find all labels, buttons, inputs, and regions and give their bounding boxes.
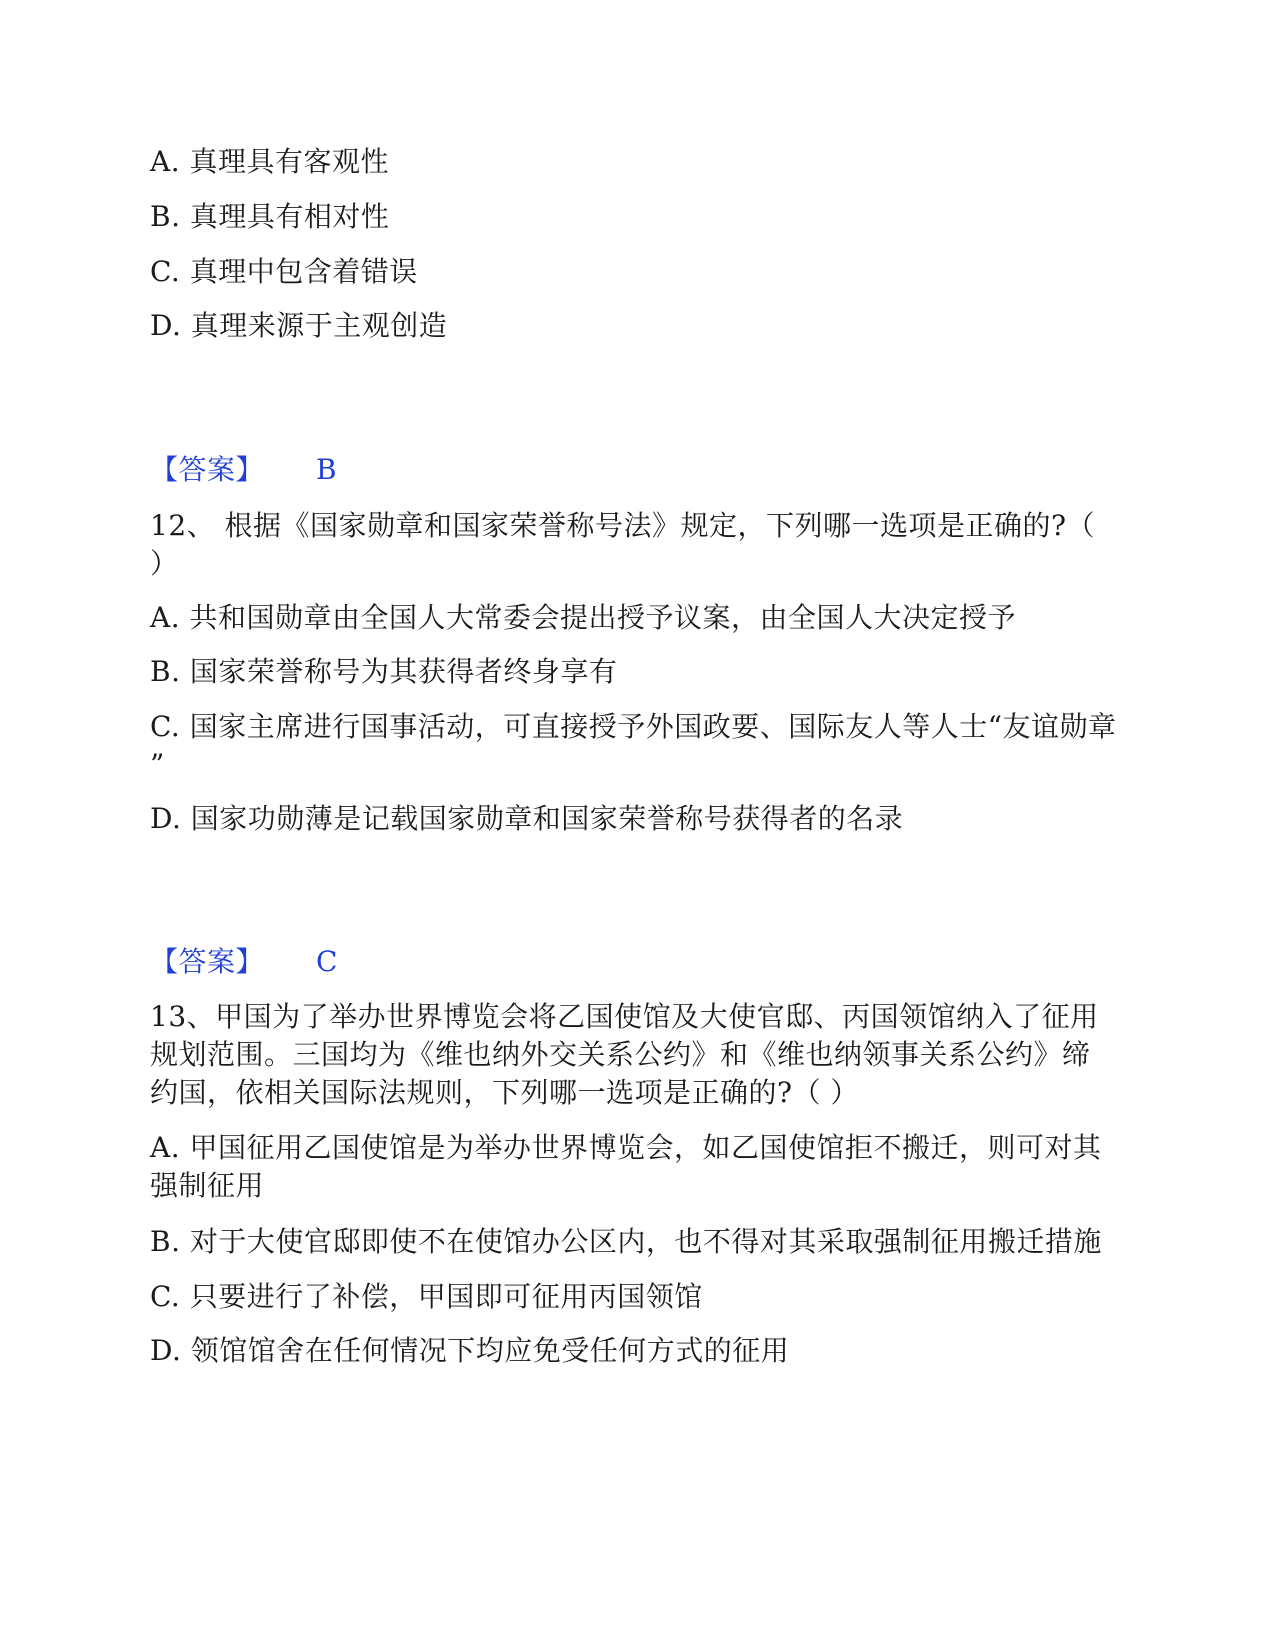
q11-option-c: C. 真理中包含着错误: [150, 255, 418, 288]
q12-stem-line-2: ）: [150, 547, 179, 580]
q12-option-b: B. 国家荣誉称号为其获得者终身享有: [150, 655, 618, 688]
q12-option-a: A. 共和国勋章由全国人大常委会提出授予议案，由全国人大决定授予: [150, 601, 1017, 634]
q13-option-a-line-2: 强制征用: [150, 1169, 265, 1202]
q11-option-d: D. 真理来源于主观创造: [150, 309, 448, 342]
q11-option-a: A. 真理具有客观性: [150, 145, 390, 178]
q12-stem-line-1: 12、 根据《国家勋章和国家荣誉称号法》规定，下列哪一选项是正确的?（: [150, 509, 1096, 542]
q13-stem-line-3: 约国，依相关国际法规则，下列哪一选项是正确的?（ ）: [150, 1076, 859, 1109]
q13-option-b: B. 对于大使官邸即使不在使馆办公区内，也不得对其采取强制征用搬迁措施: [150, 1225, 1102, 1258]
q11-answer: [150, 450, 337, 490]
q12-answer-value: C: [316, 945, 338, 978]
q12-answer: [150, 942, 338, 982]
q12-option-c-line-1: C. 国家主席进行国事活动，可直接授予外国政要、国际友人等人士“友谊勋章: [150, 710, 1117, 743]
q11-answer-value: B: [316, 453, 338, 486]
q11-answer-label: 【答案】: [150, 453, 265, 486]
q12-answer-label: 【答案】: [150, 945, 265, 978]
q11-option-b: B. 真理具有相对性: [150, 200, 390, 233]
q13-stem-line-2: 规划范围。三国均为《维也纳外交关系公约》和《维也纳领事关系公约》缔: [150, 1038, 1091, 1071]
q13-option-d: D. 领馆馆舍在任何情况下均应免受任何方式的征用: [150, 1334, 790, 1367]
q13-stem-line-1: 13、甲国为了举办世界博览会将乙国使馆及大使官邸、丙国领馆纳入了征用: [150, 1000, 1099, 1033]
q13-option-a-line-1: A. 甲国征用乙国使馆是为举办世界博览会，如乙国使馆拒不搬迁，则可对其: [150, 1131, 1102, 1164]
q13-option-c: C. 只要进行了补偿，甲国即可征用丙国领馆: [150, 1280, 703, 1313]
q12-option-c-line-2: ”: [150, 748, 165, 781]
q12-option-d: D. 国家功勋薄是记载国家勋章和国家荣誉称号获得者的名录: [150, 802, 904, 835]
